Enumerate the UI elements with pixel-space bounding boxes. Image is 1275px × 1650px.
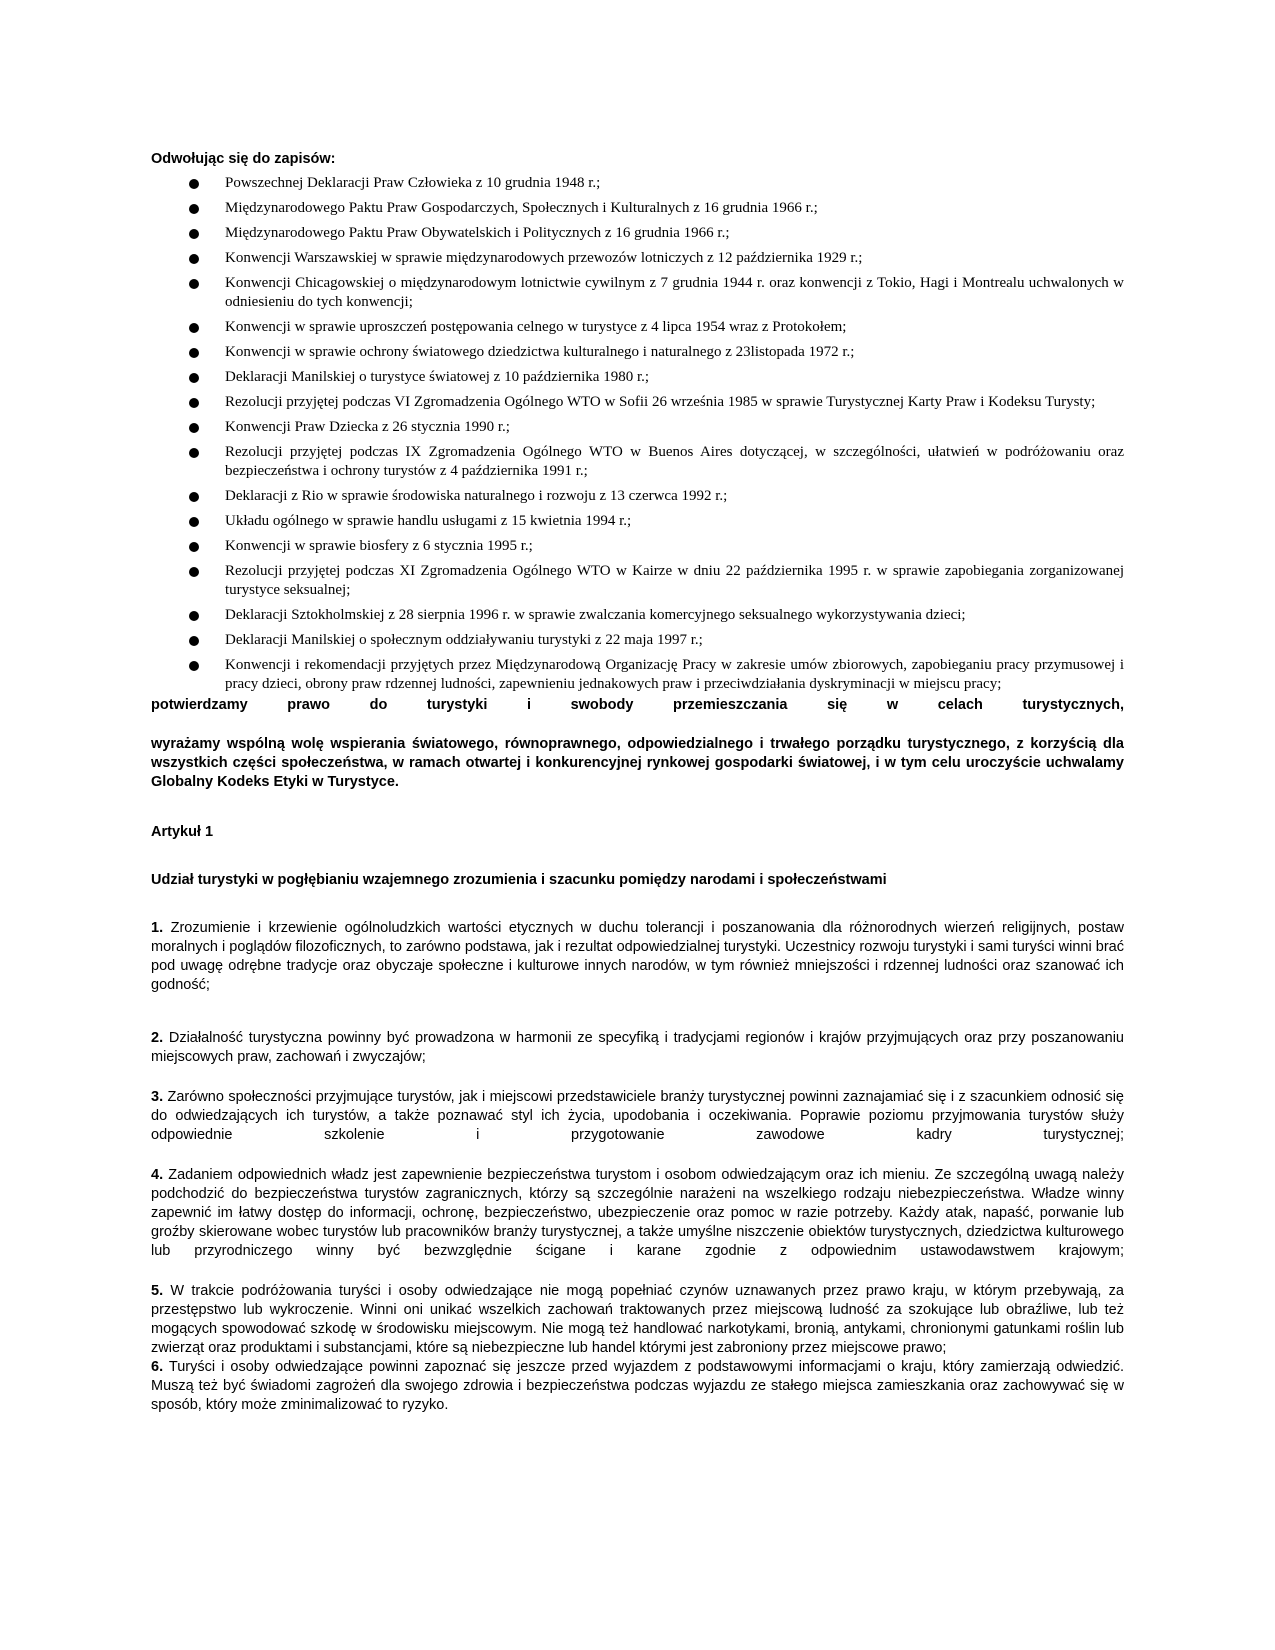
list-item: [151, 224, 1124, 243]
paragraph-number: 4.: [151, 1167, 164, 1183]
intro-heading: Odwołując się do zapisów:: [151, 151, 336, 167]
paragraph-text: Zadaniem odpowiednich władz jest zapewnienie bezpieczeństwa turystom i osobom odwiedzającym oraz ich mieniu. Ze szczególną uwagą należy podchodzić do bezpieczeństwa turystów zagranicznych, którzy są szczególnie narażeni na wszelkiego rodzaju niebezpieczeństwa. Władze winny zapewnić im łatwy dostęp do informacji, ochronę, bezpieczeństwo, ubezpieczenie oraz pomoc w razie potrzeby. Każdy atak, napaść, porwanie lub groźby skierowane wobec turystów lub pracowników branży turystycznej, a także umyślne niszczenie obiektów turystycznych, dziedzictwa kulturowego lub przyrodniczego winny być bezwzględnie ścigane i karane zgodnie z odpowiednim ustawodawstwem krajowym;: [151, 1167, 1125, 1259]
paragraph-text: Turyści i osoby odwiedzające powinni zapoznać się jeszcze przed wyjazdem z podstawowymi informacjami o kraju, który zamierzają odwiedzić. Muszą też być świadomi zagrożeń dla swojego zdrowia i bezpieczeństwa podczas wyjazdu ze stałego miejsca zamieszkania oraz zachowywać się w sposób, który może zminimalizować to ryzyko.: [151, 1359, 1124, 1413]
list-item: [151, 174, 1124, 193]
paragraph-3: [151, 1088, 1124, 1145]
list-item-text: Układu ogólnego w sprawie handlu usługami z 15 kwietnia 1994 r.;: [225, 513, 632, 529]
paragraph-text: W trakcie podróżowania turyści i osoby odwiedzające nie mogą popełniać czynów uznawanych przez prawo kraju, w którym przebywają, za przestępstwo lub wykroczenie. Winni oni unikać wszelkich zachowań traktowanych przez miejscową ludność za szokujące lub obraźliwe, lub też mogących spowodować szkodę w środowisku miejscowym. Nie mogą też handlować narkotykami, bronią, antykami, chronionymi gatunkami roślin lub zwierząt oraz produktami i substancjami, które są niebezpieczne lub handel którymi jest zabroniony przez miejscowe prawo;: [151, 1283, 1124, 1356]
list-item-text: Konwencji i rekomendacji przyjętych przez Międzynarodową Organizację Pracy w zakresie umów zbiorowych, zapobieganiu pracy przymusowej i pracy dzieci, obrony praw rdzennej ludności, zapewnieniu jednakowych praw i przeciwdziałania dyskryminacji w miejscu pracy;: [225, 657, 1124, 692]
list-item-text: Konwencji w sprawie uproszczeń postępowania celnego w turystyce z 4 lipca 1954 wraz z Protokołem;: [225, 319, 847, 335]
bullet-icon: [189, 179, 199, 189]
bullet-icon: [189, 636, 199, 646]
bullet-icon: [189, 567, 199, 577]
list-item: [151, 631, 1124, 650]
article-title: Artykuł 1: [151, 824, 214, 840]
list-item: [151, 487, 1124, 506]
article-subtitle: Udział turystyki w pogłębianiu wzajemnego zrozumienia i szacunku pomiędzy narodami i społeczeństwami: [151, 872, 887, 888]
bullet-icon: [189, 254, 199, 264]
list-item: [151, 274, 1124, 312]
list-item: [151, 537, 1124, 556]
paragraph-number: 6.: [151, 1359, 164, 1375]
paragraph-text: Zrozumienie i krzewienie ogólnoludzkich wartości etycznych w duchu tolerancji i poszanowania dla różnorodnych wierzeń religijnych, postaw moralnych i poglądów filozoficznych, to zarówno podstawa, jak i rezultat odpowiedzialnej turystyki. Uczestnicy rozwoju turystyki i sami turyści winni brać pod uwagę odrębne tradycje oraz obyczaje społeczne i kulturowe innych narodów, w tym również mniejszości i rdzennej ludności oraz szanować ich godność;: [151, 920, 1125, 993]
paragraph-number: 1.: [151, 920, 164, 936]
list-item-text: Powszechnej Deklaracji Praw Człowieka z 10 grudnia 1948 r.;: [225, 175, 601, 191]
document-page: [151, 150, 1124, 1415]
list-item-text: Międzynarodowego Paktu Praw Gospodarczych, Społecznych i Kulturalnych z 16 grudnia 1966 r.;: [225, 200, 818, 216]
list-item-text: Konwencji Praw Dziecka z 26 stycznia 1990 r.;: [225, 419, 510, 435]
references-list: [151, 174, 1124, 694]
list-item-text: Konwencji w sprawie biosfery z 6 stycznia 1995 r.;: [225, 538, 533, 554]
paragraph-2: [151, 1029, 1124, 1067]
bullet-icon: [189, 661, 199, 671]
paragraph-number: 3.: [151, 1089, 164, 1105]
bullet-icon: [189, 517, 199, 527]
list-item-text: Deklaracji Manilskiej o turystyce światowej z 10 października 1980 r.;: [225, 369, 650, 385]
list-item: [151, 368, 1124, 387]
list-item-text: Rezolucji przyjętej podczas XI Zgromadzenia Ogólnego WTO w Kairze w dniu 22 października 1995 r. w sprawie zapobiegania zorganizowanej turystyce seksualnej;: [225, 563, 1124, 598]
list-item: [151, 443, 1124, 481]
list-item-text: Konwencji w sprawie ochrony światowego dziedzictwa kulturalnego i naturalnego z 23listopada 1972 r.;: [225, 344, 855, 360]
bullet-icon: [189, 323, 199, 333]
list-item: [151, 512, 1124, 531]
paragraph-text: Zarówno społeczności przyjmujące turystów, jak i miejscowi przedstawiciele branży turystycznej powinni zaznajamiać się i z szacunkiem odnosić się do odwiedzających ich turystów, a także poznawać styl ich życia, upodobania i oczekiwania. Poprawie poziomu przyjmowania turystów służy odpowiednie szkolenie i przygotowanie zawodowe kadry turystycznej;: [151, 1089, 1124, 1143]
list-item-text: Konwencji Warszawskiej w sprawie międzynarodowych przewozów lotniczych z 12 października 1929 r.;: [225, 250, 863, 266]
list-item-text: Rezolucji przyjętej podczas IX Zgromadzenia Ogólnego WTO w Buenos Aires dotyczącej, w szczególności, ułatwień w podróżowaniu oraz bezpieczeństwa i ochrony turystów z 4 października 1991 r.;: [225, 444, 1124, 479]
paragraph-6: [151, 1358, 1124, 1415]
paragraph-1: [151, 919, 1124, 995]
list-item-text: Deklaracji z Rio w sprawie środowiska naturalnego i rozwoju z 13 czerwca 1992 r.;: [225, 488, 728, 504]
list-item: [151, 393, 1124, 412]
expression-text: wyrażamy wspólną wolę wspierania światowego, równoprawnego, odpowiedzialnego i trwałego porządku turystycznego, z korzyścią dla wszystkich części społeczeństwa, w ramach otwartej i konkurencyjnej rynkowej gospodarki światowej, i w tym celu uroczyście uchwalamy Globalny Kodeks Etyki w Turystyce.: [151, 736, 1124, 790]
bullet-icon: [189, 373, 199, 383]
paragraph-text: Działalność turystyczna powinny być prowadzona w harmonii ze specyfiką i tradycjami regionów i krajów przyjmujących oraz przy poszanowaniu miejscowych praw, zachowań i zwyczajów;: [151, 1030, 1124, 1065]
bullet-icon: [189, 492, 199, 502]
list-item: [151, 418, 1124, 437]
bullet-icon: [189, 448, 199, 458]
list-item: [151, 562, 1124, 600]
list-item: [151, 249, 1124, 268]
bullet-icon: [189, 542, 199, 552]
bullet-icon: [189, 398, 199, 408]
bullet-icon: [189, 348, 199, 358]
bullet-icon: [189, 204, 199, 214]
bullet-icon: [189, 611, 199, 621]
list-item: [151, 656, 1124, 694]
list-item-text: Deklaracji Manilskiej o społecznym oddziaływaniu turystyki z 22 maja 1997 r.;: [225, 632, 703, 648]
list-item: [151, 343, 1124, 362]
bullet-icon: [189, 279, 199, 289]
paragraph-number: 5.: [151, 1283, 164, 1299]
list-item-text: Międzynarodowego Paktu Praw Obywatelskich i Politycznych z 16 grudnia 1966 r.;: [225, 225, 730, 241]
bullet-icon: [189, 229, 199, 239]
paragraph-5: [151, 1282, 1124, 1358]
list-item: [151, 199, 1124, 218]
paragraph-4: [151, 1166, 1124, 1261]
list-item-text: Konwencji Chicagowskiej o międzynarodowym lotnictwie cywilnym z 7 grudnia 1944 r. oraz konwencji z Tokio, Hagi i Montrealu uchwalonych w odniesieniu do tych konwencji;: [225, 275, 1124, 310]
list-item: [151, 606, 1124, 625]
list-item: [151, 318, 1124, 337]
list-item-text: Deklaracji Sztokholmskiej z 28 sierpnia 1996 r. w sprawie zwalczania komercyjnego seksualnego wykorzystywania dzieci;: [225, 607, 966, 623]
affirmation-text: potwierdzamy prawo do turystyki i swobody przemieszczania się w celach turystycznych,: [151, 697, 1124, 713]
list-item-text: Rezolucji przyjętej podczas VI Zgromadzenia Ogólnego WTO w Sofii 26 września 1985 w sprawie Turystycznej Karty Praw i Kodeksu Turysty;: [225, 394, 1096, 410]
bullet-icon: [189, 423, 199, 433]
paragraph-number: 2.: [151, 1030, 164, 1046]
